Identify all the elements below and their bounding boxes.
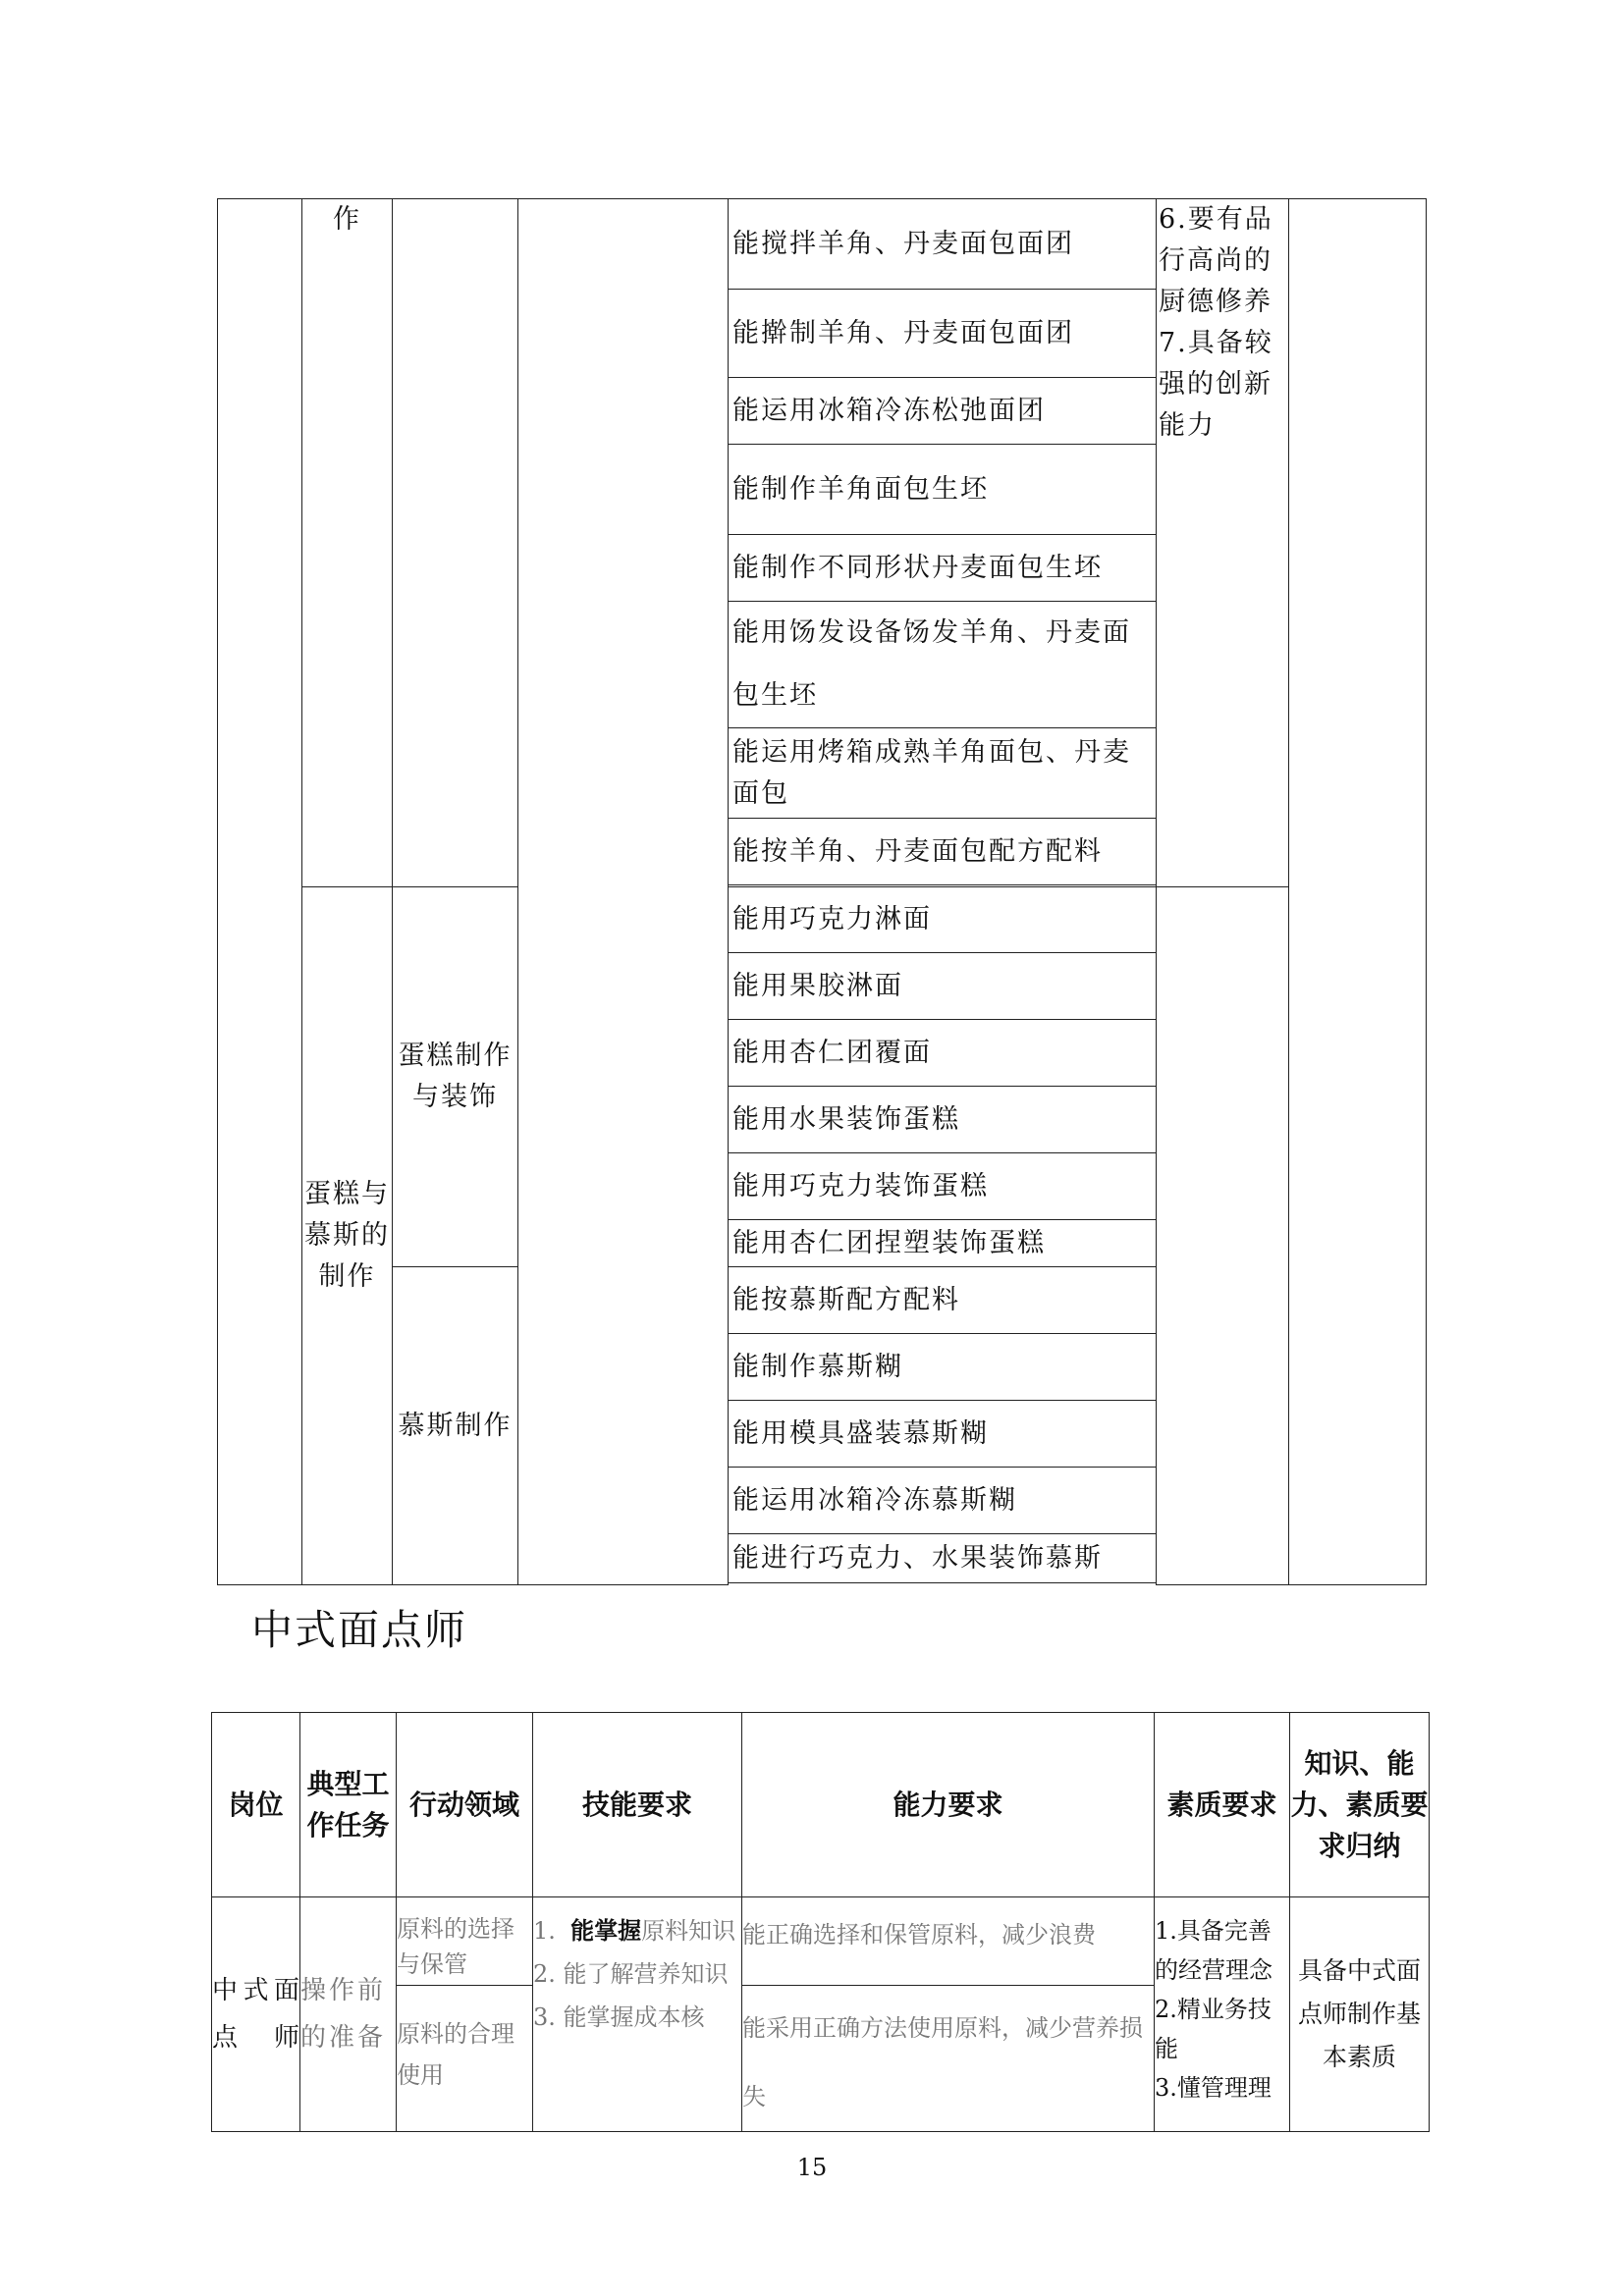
skill-value	[533, 1897, 742, 2132]
task-value: 操作前的准备	[300, 1897, 397, 2132]
ability-row: 能用巧克力装饰蛋糕	[729, 1153, 1157, 1220]
skill-3: 3. 能掌握成本核	[533, 2003, 705, 2031]
header-skill: 技能要求	[533, 1713, 742, 1897]
skill-cell	[518, 199, 729, 1585]
ability-value-1: 能正确选择和保管原料，减少浪费	[742, 1897, 1155, 1986]
ability-row: 能运用冰箱冷冻慕斯糊	[729, 1468, 1157, 1534]
quality-value	[1155, 1897, 1290, 2132]
header-post: 岗位	[212, 1713, 300, 1897]
chinese-pastry-table	[211, 1712, 1430, 2132]
ability-row: 能用杏仁团覆面	[729, 1020, 1157, 1087]
skill-1-rest: 原料知识	[641, 1917, 736, 1945]
post-cell	[218, 199, 302, 1585]
task-cell-continued: 作	[302, 199, 393, 887]
ability-row: 能制作羊角面包生坯	[729, 445, 1157, 535]
post-value: 中式面点师	[212, 1897, 300, 2132]
ability-row: 能用水果装饰蛋糕	[729, 1087, 1157, 1153]
skill-1-number: 1.	[533, 1917, 556, 1945]
quality-2: 2.精业务技能	[1155, 1996, 1272, 2062]
quality-3: 3.懂管理理	[1155, 2074, 1272, 2102]
ability-value-2: 能采用正确方法使用原料，减少营养损失	[742, 1986, 1155, 2132]
section-title: 中式面点师	[251, 1606, 468, 1654]
header-ability: 能力要求	[742, 1713, 1155, 1897]
skills-table-continued	[217, 198, 1427, 1585]
ability-row: 能按羊角、丹麦面包配方配料	[729, 819, 1157, 885]
ability-row: 能用饧发设备饧发羊角、丹麦面包生坯	[729, 602, 1157, 728]
header-task: 典型工作任务	[300, 1713, 397, 1897]
ability-row: 能制作不同形状丹麦面包生坯	[729, 535, 1157, 602]
ability-row: 能运用冰箱冷冻松弛面团	[729, 378, 1157, 445]
task-cell-cake: 蛋糕与慕斯的制作	[302, 887, 393, 1585]
area-cell-mousse: 慕斯制作	[393, 1267, 518, 1585]
ability-row: 能按慕斯配方配料	[729, 1267, 1157, 1334]
area-cell-continued	[393, 199, 518, 887]
area-value-2: 原料的合理使用	[397, 1986, 533, 2132]
skill-1-bold: 能掌握	[570, 1916, 642, 1945]
ability-row: 能用巧克力淋面	[729, 887, 1157, 953]
ability-row: 能搅拌羊角、丹麦面包面团	[729, 199, 1157, 290]
ability-row: 能用杏仁团捏塑装饰蛋糕	[729, 1220, 1157, 1267]
header-quality: 素质要求	[1155, 1713, 1290, 1897]
ability-row: 能制作慕斯糊	[729, 1334, 1157, 1401]
header-area: 行动领域	[397, 1713, 533, 1897]
header-summary: 知识、能力、素质要求归纳	[1290, 1713, 1430, 1897]
skill-2: 2. 能了解营养知识	[533, 1960, 729, 1988]
ability-row: 能擀制羊角、丹麦面包面团	[729, 290, 1157, 378]
ability-row: 能用果胶淋面	[729, 953, 1157, 1020]
quality-cell: 6.要有品行高尚的厨德修养7.具备较强的创新能力	[1157, 199, 1289, 887]
summary-cell	[1289, 199, 1427, 1585]
page-number: 15	[796, 2154, 828, 2181]
spacer	[729, 1584, 1157, 1585]
ability-row: 能运用烤箱成熟羊角面包、丹麦面包	[729, 728, 1157, 819]
quality-cell-empty	[1157, 887, 1289, 1585]
summary-value: 具备中式面点师制作基本素质	[1290, 1897, 1430, 2132]
area-value-1: 原料的选择与保管	[397, 1897, 533, 1986]
ability-row: 能进行巧克力、水果装饰慕斯	[729, 1534, 1157, 1583]
area-cell-cake: 蛋糕制作与装饰	[393, 887, 518, 1267]
quality-1: 1.具备完善的经营理念	[1155, 1917, 1272, 1984]
ability-row: 能用模具盛装慕斯糊	[729, 1401, 1157, 1468]
